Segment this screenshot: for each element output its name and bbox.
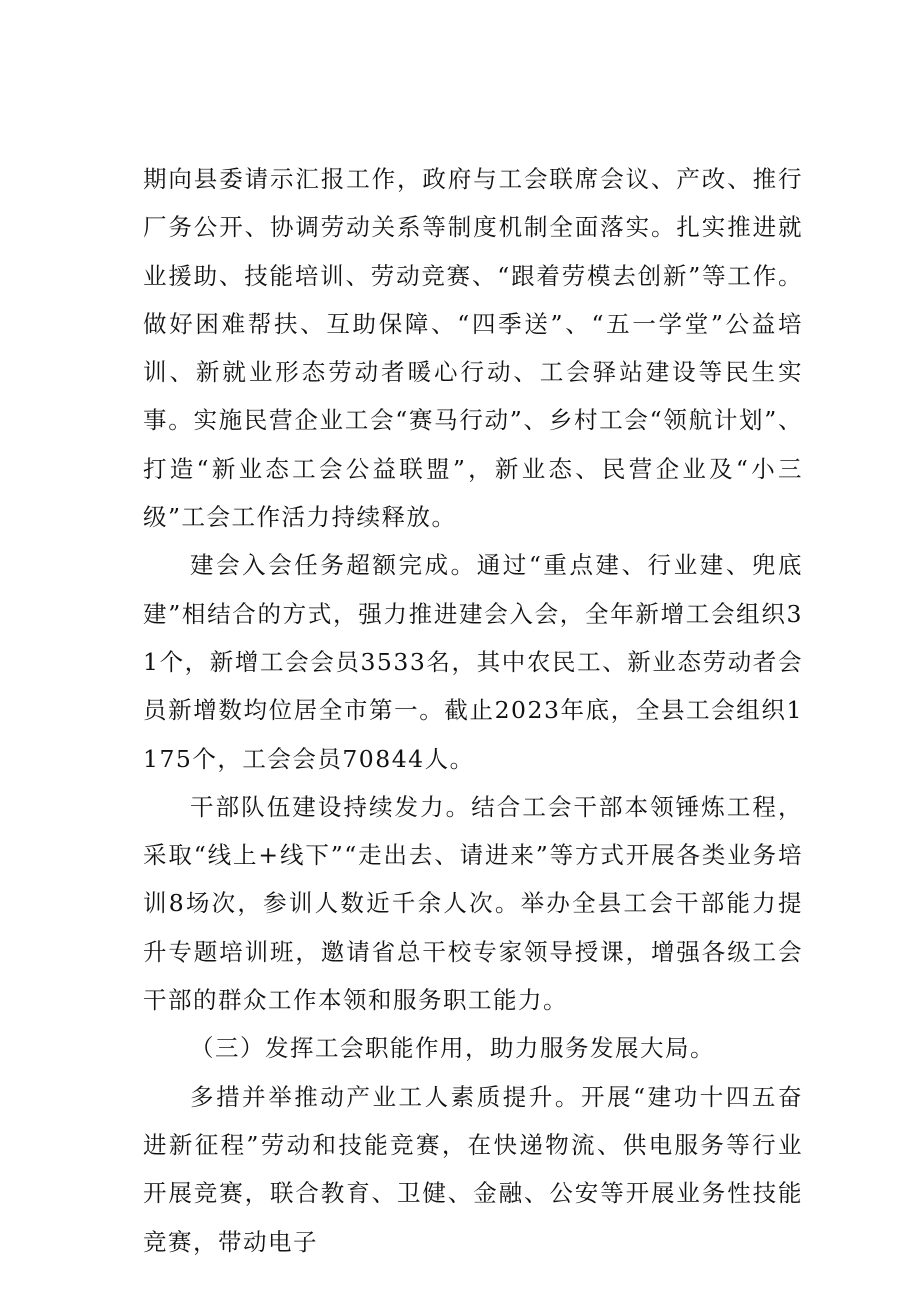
section-heading: （三）发挥工会职能作用，助力服务发展大局。 xyxy=(190,1034,715,1063)
document-body xyxy=(143,155,803,1266)
paragraph-cadre-building: 干部队伍建设持续发力。结合工会干部本领锤炼工程，采取“线上+线下”“走出去、请进来”等方式开展各类业务培训8场次，参训人数近千余人次。举办全县工会干部能力提升专题培训班，邀请省总干校专家领导授课，增强各级工会干部的群众工作本领和服务职工能力。 xyxy=(143,792,803,1015)
paragraph-membership: 建会入会任务超额完成。通过“重点建、行业建、兜底建”相结合的方式，强力推进建会入会，全年新增工会组织31个，新增工会会员3533名，其中农民工、新业态劳动者会员新增数均位居全市第一。截止2023年底，全县工会组织1175个，工会会员70844人。 xyxy=(143,551,803,773)
paragraph-worker-skills: 多措并举推动产业工人素质提升。开展“建功十四五奋进新征程”劳动和技能竞赛，在快递物流、供电服务等行业开展竞赛，联合教育、卫健、金融、公安等开展业务性技能竞赛，带动电子 xyxy=(143,1082,803,1256)
paragraph-continuation: 期向县委请示汇报工作，政府与工会联席会议、产改、推行厂务公开、协调劳动关系等制度机制全面落实。扎实推进就业援助、技能培训、劳动竞赛、“跟着劳模去创新”等工作。做好困难帮扶、互助保障、“四季送”、“五一学堂”公益培训、新就业形态劳动者暖心行动、工会驿站建设等民生实事。实施民营企业工会“赛马行动”、乡村工会“领航计划”、打造“新业态工会公益联盟”，新业态、民营企业及“小三级”工会工作活力持续释放。 xyxy=(143,165,803,532)
